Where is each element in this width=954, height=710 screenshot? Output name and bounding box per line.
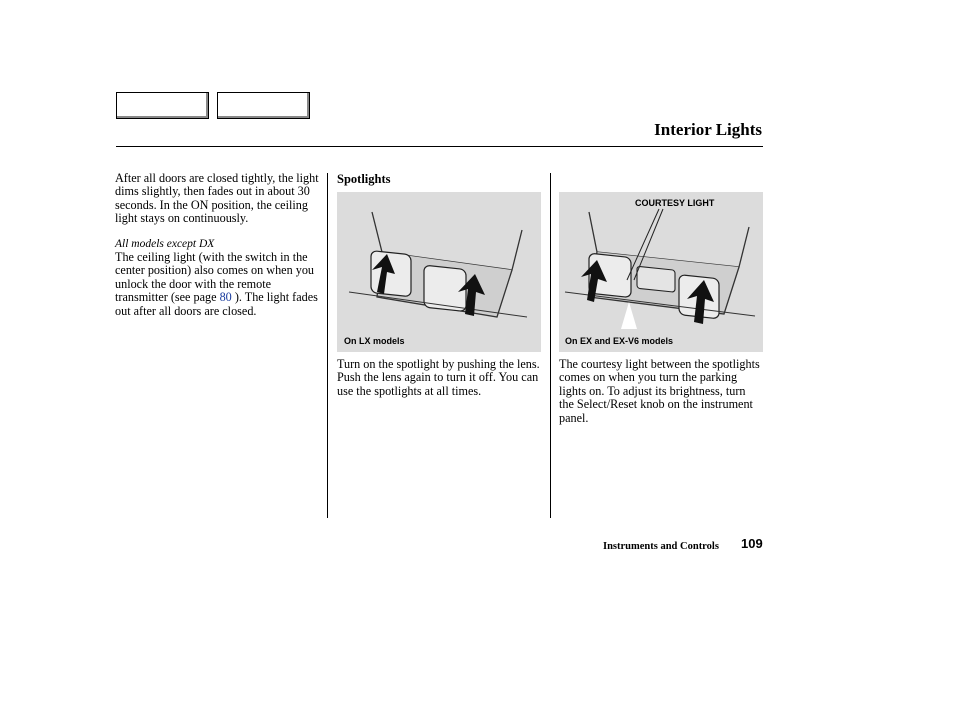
courtesy-light-paragraph: The courtesy light between the spotlights comes on when you turn the parking lights on. To adjust its brightness, turn the Select/Reset knob on the instrument panel. xyxy=(559,357,760,425)
footer-section-name: Instruments and Controls xyxy=(603,541,719,552)
ex-courtesy-light-illustration xyxy=(559,192,763,352)
column-divider-2 xyxy=(550,173,551,518)
column-divider-1 xyxy=(327,173,328,518)
ceiling-light-paragraph: After all doors are closed tightly, the light dims slightly, then fades out in about 30 seconds. In the ON position, the ceiling light stays on continuously. xyxy=(115,171,319,226)
remote-transmitter-paragraph: The ceiling light (with the switch in the center position) also comes on when you unlock the door with the remote transmitter (see page 80 ). The light fades out after all doors are closed. xyxy=(115,250,318,318)
contents-nav-button[interactable] xyxy=(116,92,209,119)
spotlight-paragraph: Turn on the spotlight by pushing the lens. Push the lens again to turn it off. You can use the spotlights at all times. xyxy=(337,357,540,398)
lx-spotlight-illustration xyxy=(337,192,541,352)
column-right-text xyxy=(559,358,763,425)
spotlights-heading: Spotlights xyxy=(337,172,391,186)
page-80-link[interactable]: 80 xyxy=(219,290,232,305)
page-number: 109 xyxy=(741,536,763,551)
column-middle-text xyxy=(337,358,542,398)
index-nav-button[interactable] xyxy=(217,92,310,119)
models-subheading: All models except DX xyxy=(115,237,215,250)
header-rule xyxy=(116,146,763,147)
lx-console-drawing xyxy=(337,192,541,352)
ex-figure-caption: On EX and EX-V6 models xyxy=(565,336,674,346)
page-title: Interior Lights xyxy=(654,120,762,139)
courtesy-light-callout: COURTESY LIGHT xyxy=(635,198,715,208)
ex-console-drawing xyxy=(559,192,763,352)
lx-figure-caption: On LX models xyxy=(344,336,405,346)
column-left xyxy=(115,172,323,318)
